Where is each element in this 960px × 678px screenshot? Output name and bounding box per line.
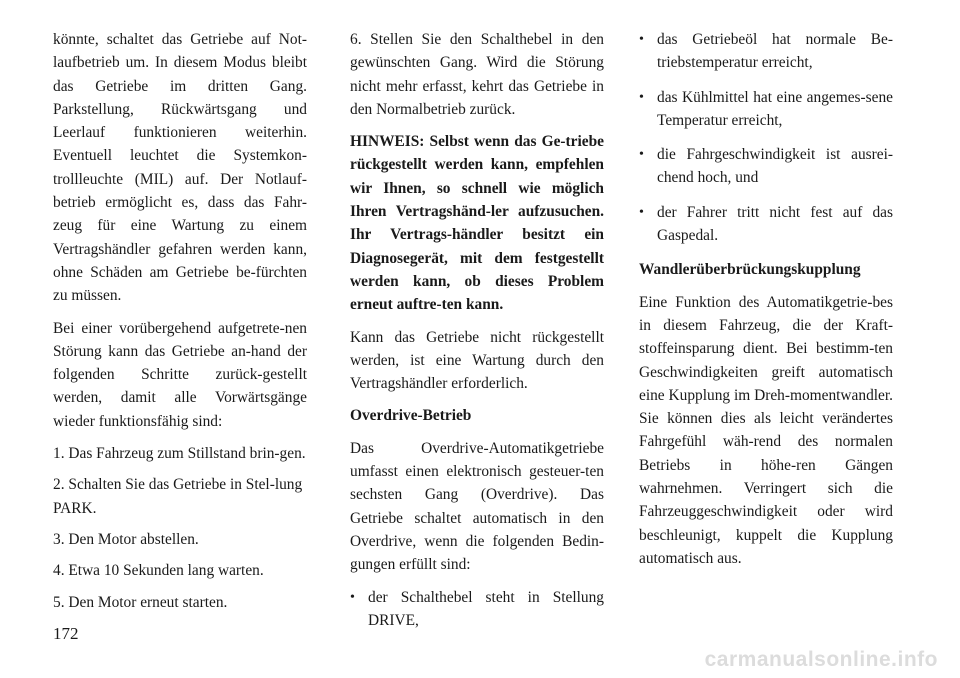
step-2: 2. Schalten Sie das Getriebe in Stel-lung PARK. [53, 476, 303, 517]
overdrive-conditions-list [350, 586, 604, 633]
list-item: • das Kühlmittel hat eine angemes-sene Temperatur erreicht, [639, 86, 893, 133]
list-item: • der Fahrer tritt nicht fest auf das Gaspedal. [639, 201, 893, 248]
overdrive-conditions-list-continued [639, 28, 893, 247]
heading-converter-clutch: Wandlerüberbrückungskupplung [639, 261, 861, 279]
page-number: 172 [53, 624, 79, 643]
paragraph-temporary-fault: Bei einer vorübergehend aufgetrete-nen Störung kann das Getriebe an-hand der folgenden Schritte zurück-gestellt werden, damit alle Vorwärtsgänge wieder funktionsfähig sind: [53, 319, 307, 430]
text-column-left [53, 28, 307, 622]
note-paragraph: HINWEIS: Selbst wenn das Ge-triebe rückgestellt werden kann, empfehlen wir Ihnen, so schnell wie möglich Ihren Vertragshänd-ler aufzusuchen. Ihr Vertrags-händler besitzt ein Diagnosegerät, mit dem festgestellt werden kann, ob dieses Problem erneut auftre-ten kann. [350, 133, 604, 314]
step-4: 4. Etwa 10 Sekunden lang warten. [53, 562, 264, 580]
step-6: 6. Stellen Sie den Schalthebel in den gewünschten Gang. Wird die Störung nicht mehr erfasst, kehrt das Getriebe in den Normalbetrieb zurück. [350, 31, 604, 118]
step-3: 3. Den Motor abstellen. [53, 530, 199, 548]
paragraph-limp-mode: könnte, schaltet das Getriebe auf Not-laufbetrieb um. In diesem Modus bleibt das Getriebe im dritten Gang. Parkstellung, Rückwärtsgang und Leerlauf funktionieren weiterhin. Eventuell leuchtet die Systemkon-trollleuchte (MIL) auf. Der Notlauf-betrieb ermöglicht es, dass das Fahr-zeug für eine Wartung zu einem Vertragshändler gefahren werden kann, ohne Schäden am Getriebe be-fürchten zu müssen. [53, 31, 307, 305]
paragraph-converter-clutch: Eine Funktion des Automatikgetrie-bes in diesem Fahrzeug, die der Kraft-stoffeinsparung dient. Bei bestimm-ten Geschwindigkeiten greift automatisch eine Kupplung im Dreh-momentwandler. Sie können dies als leicht verändertes Fahrgefühl wäh-rend des normalen Betriebs in höhe-ren Gängen wahrnehmen. Verringert sich die Fahrzeuggeschwindigkeit oder wird beschleunigt, kuppelt die Kupplung automatisch aus. [639, 293, 893, 567]
text-column-middle [350, 28, 604, 643]
watermark-text: carmanualsonline.info [704, 648, 938, 671]
step-5: 5. Den Motor erneut starten. [53, 593, 228, 611]
list-item: • das Getriebeöl hat normale Be-triebstemperatur erreicht, [639, 28, 893, 75]
paragraph-overdrive: Das Overdrive-Automatikgetriebe umfasst einen elektronisch gesteuer-ten sechsten Gang (Overdrive). Das Getriebe schaltet automatisch in den Overdrive, wenn die folgenden Bedin-gungen erfüllt sind: [350, 439, 604, 574]
text-column-right [639, 28, 893, 579]
list-item: • der Schalthebel steht in Stellung DRIVE, [350, 586, 604, 633]
heading-overdrive: Overdrive-Betrieb [350, 407, 472, 425]
step-1: 1. Das Fahrzeug zum Stillstand brin-gen. [53, 445, 306, 463]
paragraph-service: Kann das Getriebe nicht rückgestellt werden, ist eine Wartung durch den Vertragshändler erforderlich. [350, 328, 604, 393]
list-item: • die Fahrgeschwindigkeit ist ausrei-chend hoch, und [639, 143, 893, 190]
